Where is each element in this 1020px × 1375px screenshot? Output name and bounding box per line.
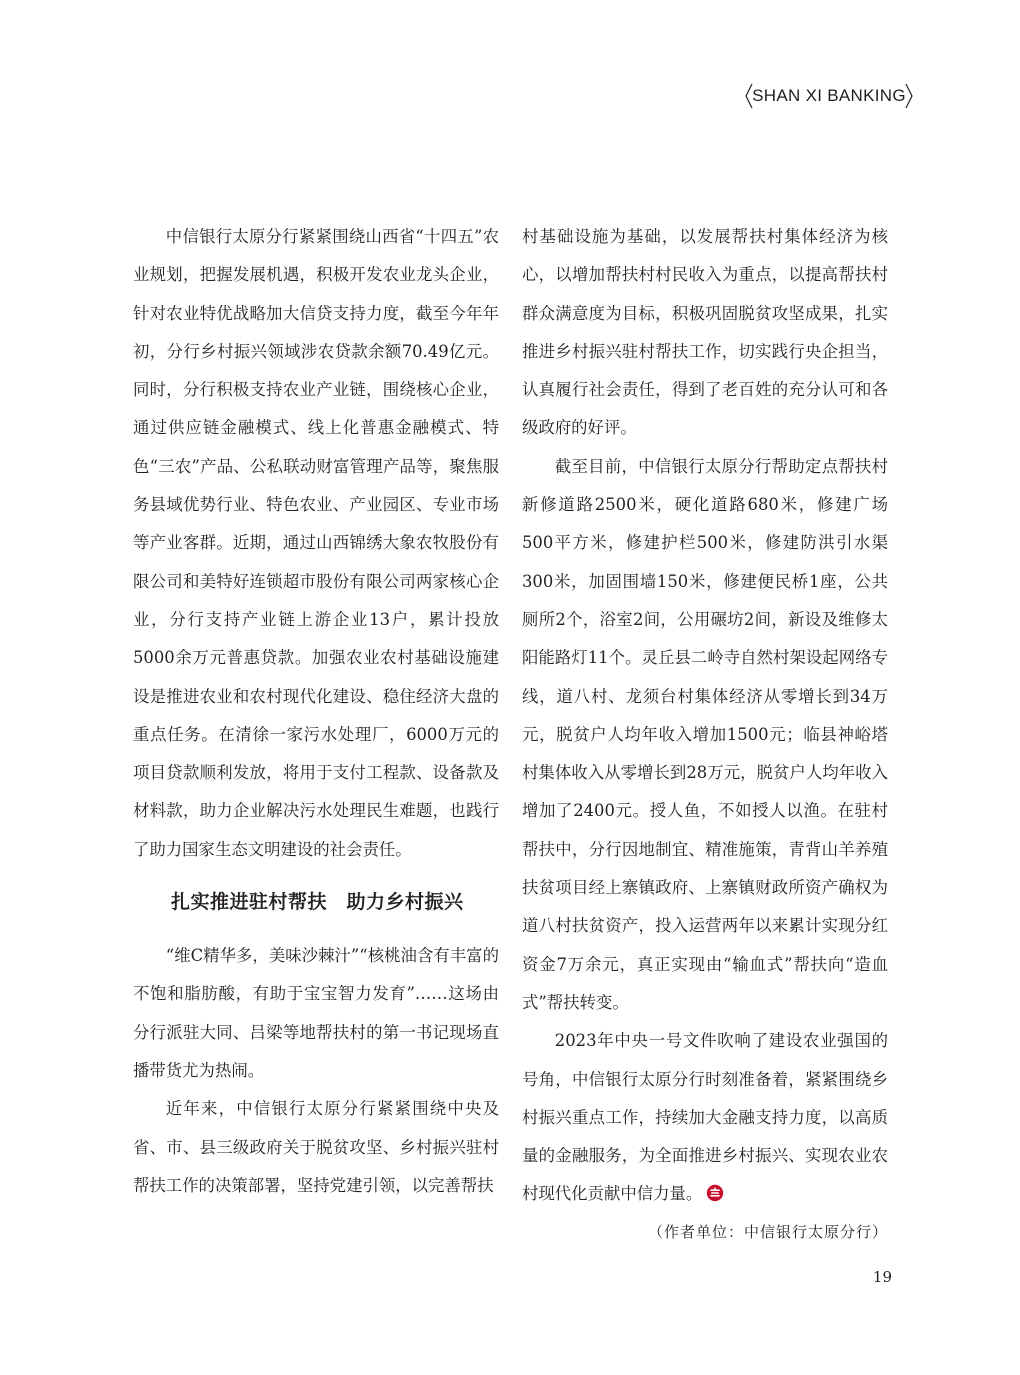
article-paragraph-continued: 村基础设施为基础，以发展帮扶村集体经济为核心，以增加帮扶村村民收入为重点，以提高帮扶村群众满意度为目标，积极巩固脱贫攻坚成果，扎实推进乡村振兴驻村帮扶工作，切实践行央企担当，认真履行社会责任，得到了老百姓的充分认可和各级政府的好评。 bbox=[522, 227, 888, 438]
article-paragraph: 截至目前，中信银行太原分行帮助定点帮扶村新修道路2500米，硬化道路680米，修建广场500平方米，修建护栏500米，修建防洪引水渠300米，加固围墙150米，修建便民桥1座，公共厕所2个，浴室2间，公用碾坊2间，新设及维修太阳能路灯11个。灵丘县二岭寺自然村架设起网络专线，道八村、龙须台村集体经济从零增长到34万元，脱贫户人均年收入增加1500元；临县神峪塔村集体收入从零增长到28万元，脱贫户人均年收入增加了2400元。授人鱼，不如授人以渔。在驻村帮扶中，分行因地制宜、精准施策，青背山羊养殖扶贫项目经上寨镇政府、上寨镇财政所资产确权为道八村扶贫资产，投入运营两年以来累计实现分红资金7万余元，真正实现由“输血式”帮扶向“造血式”帮扶转变。 bbox=[522, 456, 888, 1012]
article-right-column bbox=[522, 218, 888, 1214]
article-paragraph: 近年来，中信银行太原分行紧紧围绕中央及省、市、县三级政府关于脱贫攻坚、乡村振兴驻村帮扶工作的决策部署，坚持党建引领，以完善帮扶 bbox=[133, 1099, 499, 1195]
tag-right-bracket bbox=[905, 83, 913, 109]
tag-left-bracket bbox=[745, 83, 753, 109]
article-paragraph: 中信银行太原分行紧紧围绕山西省“十四五”农业规划，把握发展机遇，积极开发农业龙头企业，针对农业特优战略加大信贷支持力度，截至今年年初，分行乡村振兴领域涉农贷款余额70.49亿元。同时，分行积极支持农业产业链，围绕核心企业，通过供应链金融模式、线上化普惠金融模式、特色“三农”产品、公私联动财富管理产品等，聚焦服务县域优势行业、特色农业、产业园区、专业市场等产业客群。近期，通过山西锦绣大象农牧股份有限公司和美特好连锁超市股份有限公司两家核心企业，分行支持产业链上游企业13户，累计投放5000余万元普惠贷款。加强农业农村基础设施建设是推进农业和农村现代化建设、稳住经济大盘的重点任务。在清徐一家污水处理厂，6000万元的项目贷款顺利发放，将用于支付工程款、设备款及材料款，助力企业解决污水处理民生难题，也践行了助力国家生态文明建设的社会责任。 bbox=[133, 227, 499, 859]
journal-end-mark-icon bbox=[706, 1184, 724, 1202]
page-number: 19 bbox=[872, 1268, 892, 1286]
closing-paragraph-text: 2023年中央一号文件吹响了建设农业强国的号角，中信银行太原分行时刻准备着，紧紧围绕乡村振兴重点工作，持续加大金融支持力度，以高质量的金融服务，为全面推进乡村振兴、实现农业农村现代化贡献中信力量。 bbox=[522, 1031, 888, 1204]
article-closing-paragraph bbox=[522, 1022, 888, 1213]
publication-tag bbox=[745, 83, 913, 109]
author-affiliation: （作者单位：中信银行太原分行） bbox=[647, 1223, 888, 1241]
publication-name: SHAN XI BANKING bbox=[752, 86, 906, 105]
article-paragraph: “维C精华多，美味沙棘汁”“核桃油含有丰富的不饱和脂肪酸，有助于宝宝智力发育”……这场由分行派驻大同、吕梁等地帮扶村的第一书记现场直播带货尤为热闹。 bbox=[133, 946, 499, 1080]
article-left-column bbox=[133, 218, 499, 1205]
section-heading: 扎实推进驻村帮扶 助力乡村振兴 bbox=[171, 891, 464, 914]
